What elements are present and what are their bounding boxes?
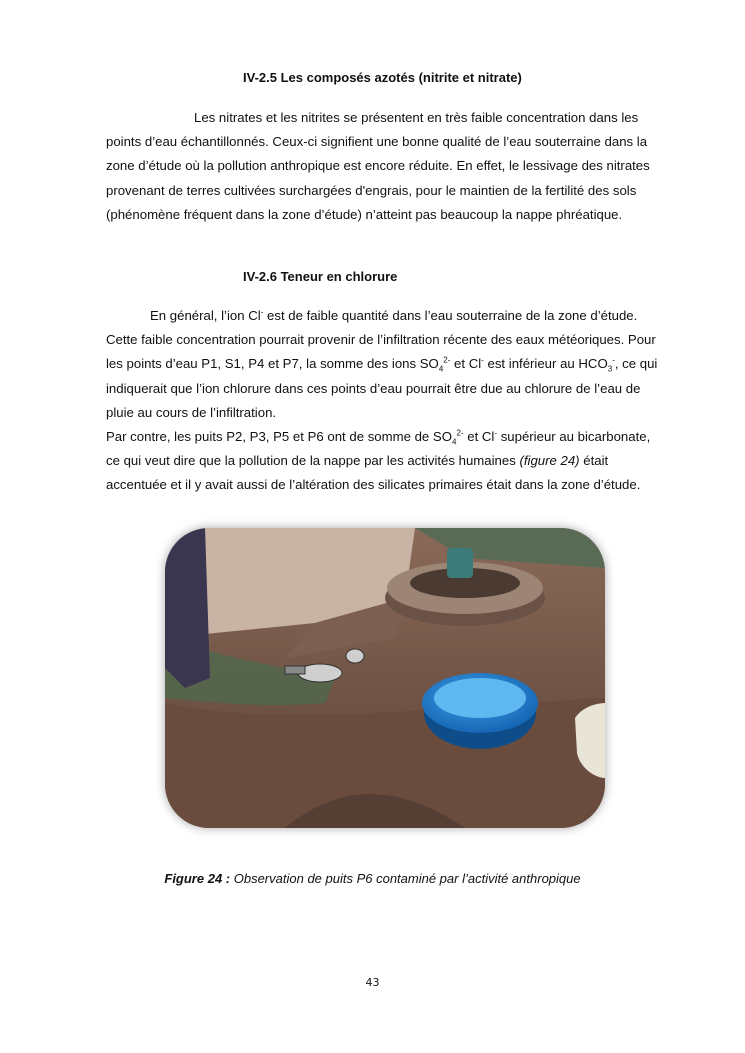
- paragraph-chlorure-2: Par contre, les puits P2, P3, P5 et P6 ont de somme de $SO_4^{2-}$ et Cl- supérieur au bicarbonate, ce qui veut dire que la pollution de la nappe par les activités humaines (figure 24) était accentuée et il y avait aussi de l’altération des silicates primaires était dans la zone d’étude.: [106, 428, 651, 493]
- paragraph-chlorure-1: En général, l’ion Cl- est de faible quantité dans l’eau souterraine de la zone d’étude. Cette faible concentration pourrait provenir de l’infiltration récente des eaux météoriques. Pour les points d’eau P1, S1, P4 et P7, la somme des ions $SO_4^{2-}$ et Cl- est inférieur au $HCO_3^-$, ce qui indiquerait que l’ion chlorure dans ces points d’eau pourrait être due au chlorure de l’eau de pluie au cours de l’infiltration.: [106, 307, 658, 420]
- page-number: 43: [365, 976, 380, 989]
- paragraph-chlorure: [106, 304, 666, 498]
- figure-label: Figure 24 :: [164, 871, 231, 886]
- figure-reference[interactable]: (figure 24): [519, 453, 580, 469]
- well-photo: [165, 528, 605, 828]
- section-heading-nitrate: IV-2.5 Les composés azotés (nitrite et nitrate): [243, 70, 522, 85]
- figure-caption-text: Observation de puits P6 contaminé par l’activité anthropique: [230, 871, 581, 886]
- figure-caption: [0, 871, 745, 886]
- paragraph-nitrate: Les nitrates et les nitrites se présentent en très faible concentration dans les points d’eau échantillonnés. Ceux-ci signifient une bonne qualité de l’eau souterraine dans la zone d’étude où la pollution anthropique est encore réduite. En effet, le lessivage des nitrates provenant de terres cultivées surchargées d'engrais, pour le maintien de la fertilité des sols (phénomène fréquent dans la zone d’étude) n’atteint pas beaucoup la nappe phréatique.: [106, 110, 650, 222]
- section-heading-chlorure: IV-2.6 Teneur en chlorure: [243, 269, 398, 284]
